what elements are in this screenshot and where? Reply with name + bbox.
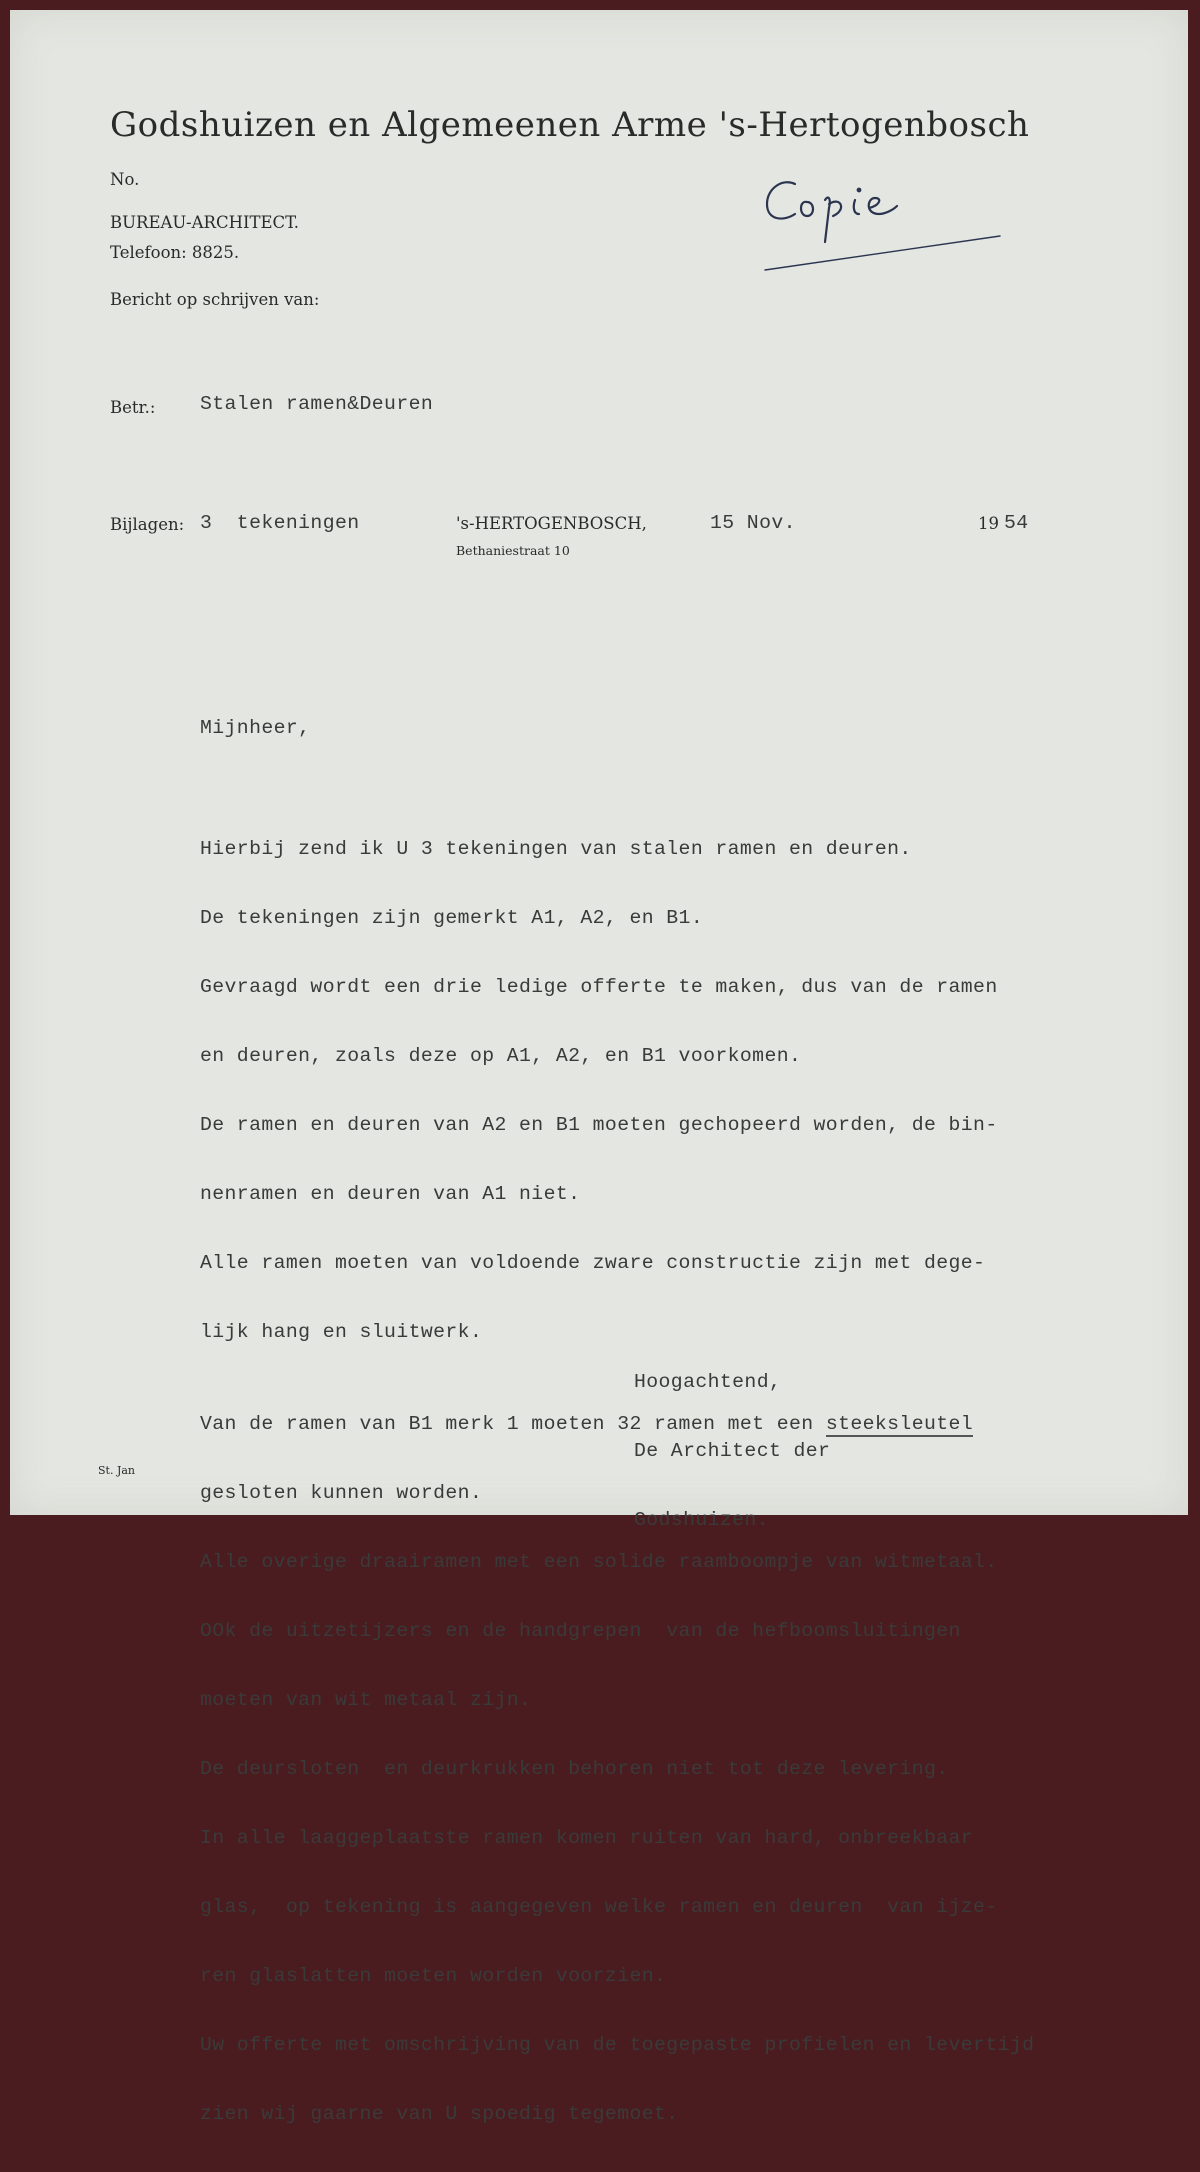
- bureau-label: BUREAU-ARCHITECT.: [110, 213, 299, 232]
- closing-block: [634, 1325, 830, 1578]
- body-line: Van de ramen van B1 merk 1 moeten 32 ramen met een steeksleutel: [200, 1413, 974, 1435]
- letterhead-title: Godshuizen en Algemeenen Arme 's-Hertogenbosch: [110, 105, 1030, 145]
- body-line: glas, op tekening is aangegeven welke ramen en deuren van ijze-: [200, 1896, 998, 1918]
- year-value: 54: [1004, 512, 1029, 534]
- body-line: nenramen en deuren van A1 niet.: [200, 1183, 581, 1205]
- year-prefix: 19: [978, 514, 999, 533]
- closing-line: De Architect der: [634, 1440, 831, 1462]
- closing-line: Hoogachtend,: [634, 1371, 782, 1393]
- reply-label: Bericht op schrijven van:: [110, 290, 320, 309]
- body-line: moeten van wit metaal zijn.: [200, 1689, 532, 1711]
- body-line: De tekeningen zijn gemerkt A1, A2, en B1.: [200, 907, 704, 929]
- body-line: ren glaslatten moeten worden voorzien.: [200, 1965, 667, 1987]
- body-line: lijk hang en sluitwerk.: [200, 1321, 483, 1343]
- body-line: Hierbij zend ik U 3 tekeningen van stalen ramen en deuren.: [200, 838, 912, 860]
- body-line: Alle ramen moeten van voldoende zware constructie zijn met dege-: [200, 1252, 986, 1274]
- body-line: gesloten kunnen worden.: [200, 1482, 483, 1504]
- place-label: 's-HERTOGENBOSCH,: [456, 514, 647, 533]
- enclosures-label: Bijlagen:: [110, 515, 185, 534]
- handwritten-copie: [755, 170, 1015, 280]
- salutation: Mijnheer,: [200, 717, 311, 739]
- body-line: OOk de uitzetijzers en de handgrepen van de hefboomsluitingen: [200, 1620, 961, 1642]
- body-line: Alle overige draairamen met een solide raamboompje van witmetaal.: [200, 1551, 998, 1573]
- closing-line: Godshuizen.: [634, 1509, 769, 1531]
- subject-label: Betr.:: [110, 398, 156, 417]
- letter-body: [200, 792, 1034, 2172]
- date-value: 15 Nov.: [710, 512, 796, 534]
- body-line: De deursloten en deurkrukken behoren niet tot deze levering.: [200, 1758, 949, 1780]
- address-label: Bethaniestraat 10: [456, 543, 570, 558]
- number-label: No.: [110, 170, 140, 189]
- body-line: zien wij gaarne van U spoedig tegemoet.: [200, 2103, 679, 2125]
- body-line: Uw offerte met omschrijving van de toegepaste profielen en levertijd: [200, 2034, 1035, 2056]
- body-line: De ramen en deuren van A2 en B1 moeten gechopeerd worden, de bin-: [200, 1114, 998, 1136]
- body-line: In alle laaggeplaatste ramen komen ruiten van hard, onbreekbaar: [200, 1827, 974, 1849]
- underlined-word: steeksleutel: [825, 1413, 974, 1435]
- telephone-label: Telefoon: 8825.: [110, 243, 240, 262]
- enclosures-value: 3 tekeningen: [200, 512, 360, 534]
- subject-value: Stalen ramen&Deuren: [200, 393, 434, 415]
- body-line: Gevraagd wordt een drie ledige offerte te maken, dus van de ramen: [200, 976, 998, 998]
- letter-paper: [10, 10, 1188, 2125]
- footer-printer: St. Jan: [98, 1464, 136, 1477]
- body-line: en deuren, zoals deze op A1, A2, en B1 voorkomen.: [200, 1045, 802, 1067]
